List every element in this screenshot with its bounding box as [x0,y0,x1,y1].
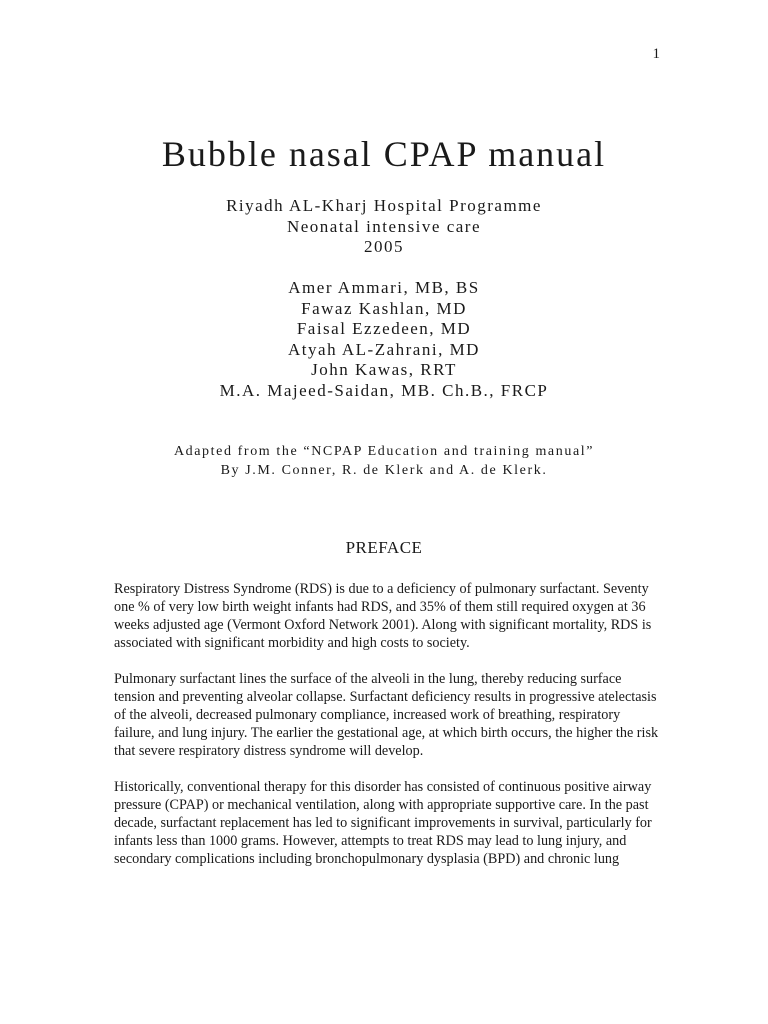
adapted-from-note [0,442,768,480]
programme-block [0,196,768,258]
author: Faisal Ezzedeen, MD [296,319,472,338]
author: Fawaz Kashlan, MD [301,298,467,318]
preface-paragraph: Pulmonary surfactant lines the surface of the alveoli in the lung, thereby reducing surface tension and preventing alveolar collapse. Surfactant deficiency results in progressive atelectasis of the alveoli, decreased pulmonary compliance, increased work of breathing, respiratory failure, and lung injury. The earlier the gestational age, at which birth occurs, the higher the risk that severe respiratory distress syndrome will develop. [114,671,659,759]
author: Amer Ammari, MB, BS [288,278,480,297]
page-number: 1 [652,46,660,62]
author: M.A. Majeed-Saidan, MB. Ch.B., FRCP [219,380,549,400]
authors-list [0,278,768,401]
preface-paragraph: Historically, conventional therapy for this disorder has consisted of continuous positive airway pressure (CPAP) or mechanical ventilation, along with appropriate supportive care. In the past decade, surfactant replacement has led to significant improvements in survival, particularly for infants less than 1000 grams. However, attempts to treat RDS may lead to lung injury, and secondary complications including bronchopulmonary dysplasia (BPD) and chronic lung [114,779,652,867]
programme-department: Neonatal intensive care [286,216,482,236]
adapted-source: Adapted from the “NCPAP Education and training manual” [173,444,595,459]
author: John Kawas, RRT [311,360,457,379]
author: Atyah AL-Zahrani, MD [288,339,480,359]
adapted-authors: By J.M. Conner, R. de Klerk and A. de Klerk. [220,463,548,478]
preface-heading: PREFACE [345,538,423,557]
document-title: Bubble nasal CPAP manual [161,134,607,174]
preface-body [114,580,659,886]
preface-paragraph: Respiratory Distress Syndrome (RDS) is due to a deficiency of pulmonary surfactant. Seventy one % of very low birth weight infants had RDS, and 35% of them still required oxygen at 36 weeks adjusted age (Vermont Oxford Network 2001). Along with significant mortality, RDS is associated with significant morbidity and high costs to society. [114,581,652,651]
programme-year: 2005 [364,237,404,256]
programme-name: Riyadh AL-Kharj Hospital Programme [226,196,542,215]
